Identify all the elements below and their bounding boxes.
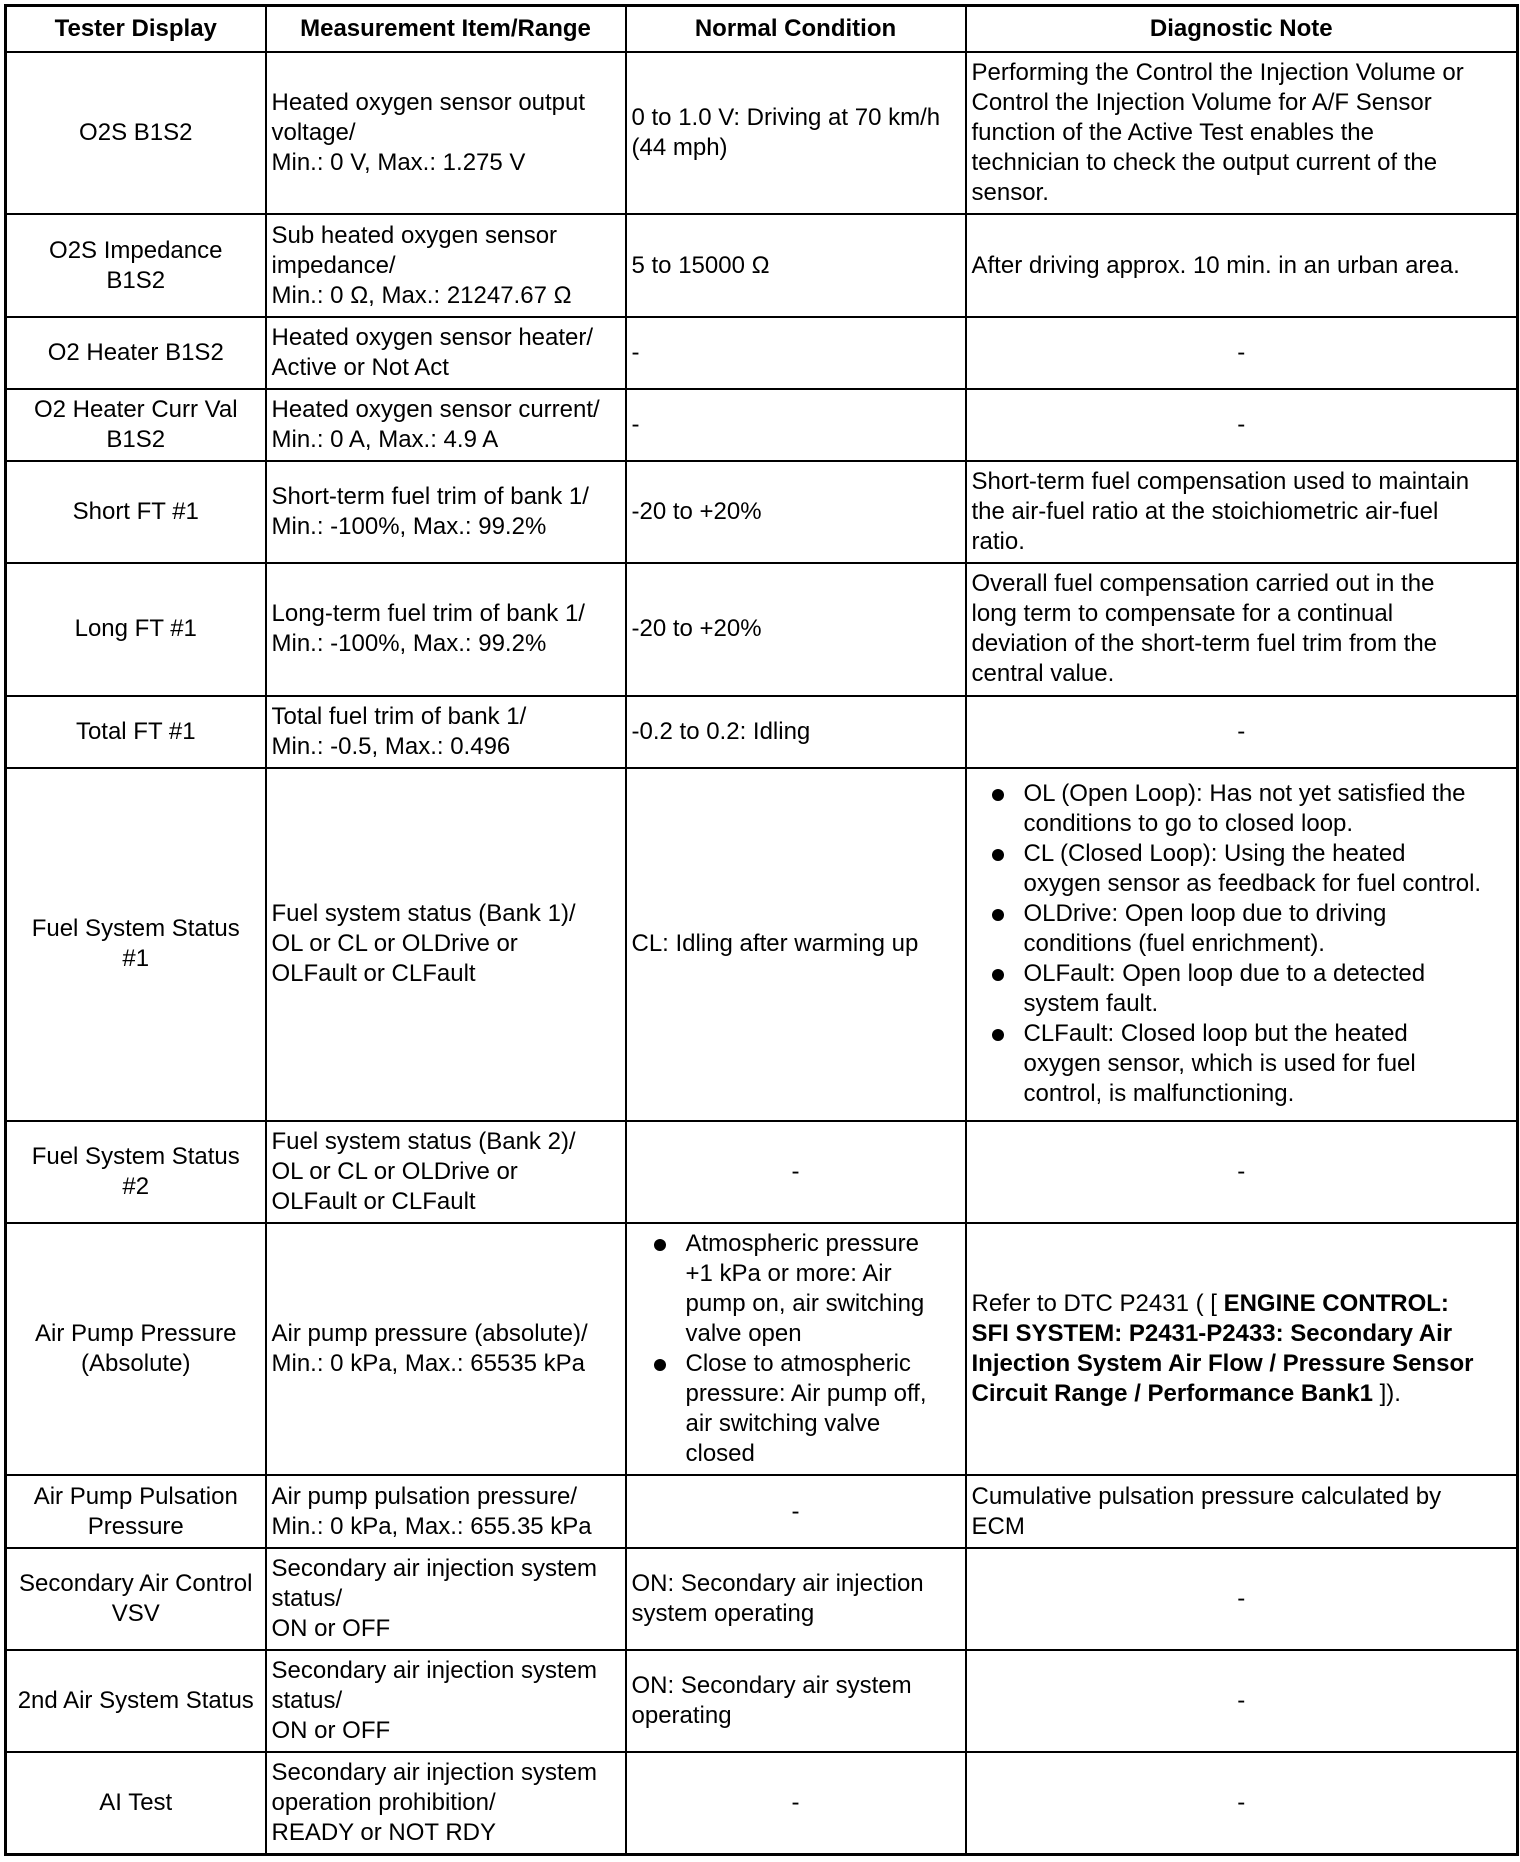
cell-text: operating bbox=[631, 1702, 732, 1730]
table-row bbox=[6, 1548, 1518, 1650]
reference-link[interactable]: ENGINE CONTROL: bbox=[1223, 1290, 1449, 1318]
cell-text: Secondary air injection system bbox=[271, 1759, 597, 1787]
cell-text: #2 bbox=[122, 1172, 150, 1200]
cell-text: - bbox=[631, 410, 640, 438]
diagnostic-note-cell bbox=[966, 214, 1518, 316]
diagnostic-note-cell bbox=[966, 461, 1518, 563]
cell-text: Long-term fuel trim of bank 1/ bbox=[271, 600, 585, 628]
cell-text: O2S Impedance bbox=[49, 236, 223, 264]
cell-text: CLFault: Closed loop but the heated bbox=[1023, 1020, 1408, 1048]
cell-text: - bbox=[1237, 338, 1246, 366]
cell-text: Heated oxygen sensor output bbox=[271, 89, 586, 117]
tester-display-cell bbox=[6, 1121, 266, 1223]
cell-text: closed bbox=[685, 1440, 755, 1468]
list-item bbox=[972, 779, 1512, 839]
diagnostic-note-cell bbox=[966, 1121, 1518, 1223]
cell-text: Short FT #1 bbox=[72, 498, 199, 526]
cell-text: Min.: 0 kPa, Max.: 65535 kPa bbox=[271, 1350, 585, 1378]
cell-text: Min.: -0.5, Max.: 0.496 bbox=[271, 732, 511, 760]
cell-text: After driving approx. 10 min. in an urban area. bbox=[971, 251, 1460, 279]
cell-text: Fuel System Status bbox=[31, 915, 240, 943]
measurement-cell bbox=[266, 389, 626, 461]
cell-text: OLDrive: Open loop due to driving bbox=[1023, 900, 1387, 928]
cell-text: VSV bbox=[111, 1599, 160, 1627]
table-row bbox=[6, 1121, 1518, 1223]
bullet-list bbox=[632, 1229, 960, 1469]
reference-link[interactable]: Injection System Air Flow / Pressure Sensor bbox=[971, 1350, 1474, 1378]
cell-text: - bbox=[791, 1789, 800, 1817]
measurement-cell bbox=[266, 1548, 626, 1650]
normal-condition-cell bbox=[626, 1650, 966, 1752]
cell-text: AI Test bbox=[99, 1789, 173, 1817]
tester-display-cell bbox=[6, 52, 266, 214]
table-row bbox=[6, 317, 1518, 389]
cell-text: ON: Secondary air system bbox=[631, 1672, 912, 1700]
normal-condition-cell bbox=[626, 696, 966, 768]
table-row bbox=[6, 768, 1518, 1121]
cell-text: Secondary Air Control bbox=[19, 1569, 253, 1597]
cell-text: - bbox=[1237, 1584, 1246, 1612]
header-measurement-item: Measurement Item/Range bbox=[266, 6, 626, 53]
cell-text: ON or OFF bbox=[271, 1614, 391, 1642]
tester-display-cell bbox=[6, 317, 266, 389]
cell-text: B1S2 bbox=[106, 266, 166, 294]
cell-text: Air pump pulsation pressure/ bbox=[271, 1482, 577, 1510]
table-row bbox=[6, 461, 1518, 563]
cell-text: CL (Closed Loop): Using the heated bbox=[1023, 840, 1406, 868]
cell-text: system fault. bbox=[1023, 990, 1159, 1018]
cell-text: +1 kPa or more: Air bbox=[685, 1260, 892, 1288]
list-item bbox=[632, 1349, 960, 1469]
cell-text: sensor. bbox=[971, 179, 1049, 207]
diagnostic-note-cell bbox=[966, 317, 1518, 389]
cell-text: control, is malfunctioning. bbox=[1023, 1080, 1295, 1108]
cell-text: Short-term fuel compensation used to maintain bbox=[971, 468, 1470, 496]
cell-text: operation prohibition/ bbox=[271, 1789, 496, 1817]
cell-text: Min.: 0 kPa, Max.: 655.35 kPa bbox=[271, 1512, 592, 1540]
cell-text: O2S B1S2 bbox=[79, 119, 193, 147]
header-row bbox=[6, 6, 1518, 53]
list-item bbox=[972, 959, 1512, 1019]
measurement-cell bbox=[266, 768, 626, 1121]
normal-condition-cell bbox=[626, 461, 966, 563]
cell-text: Secondary air injection system bbox=[271, 1657, 597, 1685]
cell-text: Refer to DTC P2431 ( [ bbox=[971, 1290, 1224, 1318]
cell-text: ECM bbox=[971, 1512, 1025, 1540]
cell-text: pump on, air switching bbox=[685, 1290, 925, 1318]
cell-text: - bbox=[1237, 410, 1246, 438]
cell-text: (44 mph) bbox=[631, 134, 728, 162]
reference-link[interactable]: SFI SYSTEM: P2431-P2433: Secondary Air bbox=[971, 1320, 1453, 1348]
measurement-cell bbox=[266, 696, 626, 768]
cell-text: ]). bbox=[1372, 1380, 1401, 1408]
cell-text: Heated oxygen sensor current/ bbox=[271, 395, 600, 423]
cell-text: OLFault or CLFault bbox=[271, 1187, 476, 1215]
cell-text: Fuel System Status bbox=[31, 1142, 240, 1170]
measurement-cell bbox=[266, 1650, 626, 1752]
reference-text bbox=[972, 1289, 1512, 1319]
cell-text: Sub heated oxygen sensor bbox=[271, 221, 558, 249]
bullet-icon bbox=[992, 789, 1004, 801]
cell-text: - bbox=[631, 338, 640, 366]
table-row bbox=[6, 563, 1518, 695]
bullet-icon bbox=[654, 1359, 666, 1371]
bullet-icon bbox=[654, 1239, 666, 1251]
cell-text: the air-fuel ratio at the stoichiometric air-fuel bbox=[971, 498, 1439, 526]
cell-text: deviation of the short-term fuel trim from the bbox=[971, 630, 1438, 658]
cell-text: Heated oxygen sensor heater/ bbox=[271, 323, 594, 351]
table-row bbox=[6, 1752, 1518, 1854]
header-normal-condition: Normal Condition bbox=[626, 6, 966, 53]
measurement-cell bbox=[266, 214, 626, 316]
measurement-cell bbox=[266, 563, 626, 695]
diagnostic-note-cell bbox=[966, 768, 1518, 1121]
data-list-table bbox=[4, 4, 1519, 1856]
cell-text: Air Pump Pressure bbox=[35, 1320, 237, 1348]
diagnostic-note-cell bbox=[966, 1752, 1518, 1854]
cell-text: 5 to 15000 Ω bbox=[631, 251, 770, 279]
cell-text: Min.: -100%, Max.: 99.2% bbox=[271, 630, 547, 658]
cell-text: OLFault or CLFault bbox=[271, 960, 476, 988]
normal-condition-cell bbox=[626, 389, 966, 461]
tester-display-cell bbox=[6, 461, 266, 563]
list-item bbox=[632, 1229, 960, 1349]
normal-condition-cell bbox=[626, 1121, 966, 1223]
diagnostic-note-cell bbox=[966, 1650, 1518, 1752]
cell-text: B1S2 bbox=[106, 425, 166, 453]
measurement-cell bbox=[266, 1121, 626, 1223]
cell-text: - bbox=[791, 1157, 800, 1185]
cell-text: Long FT #1 bbox=[74, 615, 197, 643]
cell-text: Atmospheric pressure bbox=[685, 1230, 919, 1258]
measurement-cell bbox=[266, 1475, 626, 1547]
diagnostic-note-cell bbox=[966, 1475, 1518, 1547]
tester-display-cell bbox=[6, 1548, 266, 1650]
table-row bbox=[6, 1475, 1518, 1547]
cell-text: conditions to go to closed loop. bbox=[1023, 810, 1354, 838]
cell-text: Control the Injection Volume for A/F Sensor bbox=[971, 89, 1432, 117]
cell-text: READY or NOT RDY bbox=[271, 1819, 496, 1847]
reference-link[interactable]: Circuit Range / Performance Bank1 bbox=[971, 1380, 1373, 1408]
cell-text: status/ bbox=[271, 1687, 343, 1715]
table-row bbox=[6, 52, 1518, 214]
cell-text: -20 to +20% bbox=[631, 615, 762, 643]
cell-text: ratio. bbox=[971, 528, 1025, 556]
cell-text: Min.: 0 Ω, Max.: 21247.67 Ω bbox=[271, 281, 572, 309]
cell-text: Air Pump Pulsation bbox=[33, 1482, 238, 1510]
normal-condition-cell bbox=[626, 768, 966, 1121]
normal-condition-cell bbox=[626, 1752, 966, 1854]
cell-text: - bbox=[1237, 1789, 1246, 1817]
diagnostic-note-cell bbox=[966, 696, 1518, 768]
cell-text: CL: Idling after warming up bbox=[631, 930, 919, 958]
cell-text: O2 Heater B1S2 bbox=[47, 338, 224, 366]
cell-text: #1 bbox=[122, 945, 150, 973]
normal-condition-cell bbox=[626, 1475, 966, 1547]
tester-display-cell bbox=[6, 1475, 266, 1547]
normal-condition-cell bbox=[626, 563, 966, 695]
measurement-cell bbox=[266, 52, 626, 214]
cell-text: valve open bbox=[685, 1320, 802, 1348]
tester-display-cell bbox=[6, 563, 266, 695]
measurement-cell bbox=[266, 461, 626, 563]
cell-text: system operating bbox=[631, 1599, 815, 1627]
bullet-icon bbox=[992, 849, 1004, 861]
cell-text: air switching valve bbox=[685, 1410, 881, 1438]
cell-text: -0.2 to 0.2: Idling bbox=[631, 717, 811, 745]
tester-display-cell bbox=[6, 214, 266, 316]
cell-text: central value. bbox=[971, 660, 1115, 688]
header-diagnostic-note: Diagnostic Note bbox=[966, 6, 1518, 53]
measurement-cell bbox=[266, 317, 626, 389]
cell-text: - bbox=[1237, 1157, 1246, 1185]
cell-text: Active or Not Act bbox=[271, 353, 449, 381]
tester-display-cell bbox=[6, 1650, 266, 1752]
cell-text: 0 to 1.0 V: Driving at 70 km/h bbox=[631, 104, 941, 132]
cell-text: ON: Secondary air injection bbox=[631, 1569, 924, 1597]
cell-text: OL (Open Loop): Has not yet satisfied the bbox=[1023, 780, 1466, 808]
cell-text: voltage/ bbox=[271, 119, 356, 147]
diagnostic-note-cell bbox=[966, 1223, 1518, 1476]
cell-text: OL or CL or OLDrive or bbox=[271, 930, 518, 958]
table-row bbox=[6, 696, 1518, 768]
reference-text bbox=[972, 1379, 1512, 1409]
tester-display-cell bbox=[6, 696, 266, 768]
cell-text: (Absolute) bbox=[81, 1350, 191, 1378]
cell-text: impedance/ bbox=[271, 251, 396, 279]
tester-display-cell bbox=[6, 1223, 266, 1476]
table-row bbox=[6, 389, 1518, 461]
cell-text: -20 to +20% bbox=[631, 498, 762, 526]
cell-text: pressure: Air pump off, bbox=[685, 1380, 927, 1408]
cell-text: Min.: -100%, Max.: 99.2% bbox=[271, 513, 547, 541]
cell-text: Fuel system status (Bank 2)/ bbox=[271, 1127, 576, 1155]
list-item bbox=[972, 899, 1512, 959]
list-item bbox=[972, 839, 1512, 899]
diagnostic-note-cell bbox=[966, 52, 1518, 214]
measurement-cell bbox=[266, 1223, 626, 1476]
cell-text: Secondary air injection system bbox=[271, 1554, 597, 1582]
document-page bbox=[4, 4, 1516, 1856]
normal-condition-cell bbox=[626, 317, 966, 389]
cell-text: oxygen sensor as feedback for fuel control. bbox=[1023, 870, 1482, 898]
cell-text: oxygen sensor, which is used for fuel bbox=[1023, 1050, 1416, 1078]
cell-text: - bbox=[1237, 1687, 1246, 1715]
cell-text: OL or CL or OLDrive or bbox=[271, 1157, 518, 1185]
cell-text: Close to atmospheric bbox=[685, 1350, 911, 1378]
header-tester-display: Tester Display bbox=[6, 6, 266, 53]
cell-text: Min.: 0 V, Max.: 1.275 V bbox=[271, 149, 526, 177]
normal-condition-cell bbox=[626, 1548, 966, 1650]
cell-text: Air pump pressure (absolute)/ bbox=[271, 1320, 588, 1348]
tester-display-cell bbox=[6, 768, 266, 1121]
cell-text: conditions (fuel enrichment). bbox=[1023, 930, 1325, 958]
cell-text: long term to compensate for a continual bbox=[971, 600, 1394, 628]
cell-text: technician to check the output current of the bbox=[971, 149, 1438, 177]
normal-condition-cell bbox=[626, 52, 966, 214]
bullet-list bbox=[972, 779, 1512, 1109]
cell-text: ON or OFF bbox=[271, 1717, 391, 1745]
cell-text: Overall fuel compensation carried out in the bbox=[971, 570, 1435, 598]
bullet-icon bbox=[992, 969, 1004, 981]
tester-display-cell bbox=[6, 389, 266, 461]
cell-text: Pressure bbox=[87, 1512, 184, 1540]
cell-text: - bbox=[1237, 717, 1246, 745]
cell-text: function of the Active Test enables the bbox=[971, 119, 1374, 147]
table-row bbox=[6, 1650, 1518, 1752]
diagnostic-note-cell bbox=[966, 563, 1518, 695]
measurement-cell bbox=[266, 1752, 626, 1854]
diagnostic-note-cell bbox=[966, 1548, 1518, 1650]
cell-text: Total fuel trim of bank 1/ bbox=[271, 702, 527, 730]
cell-text: OLFault: Open loop due to a detected bbox=[1023, 960, 1426, 988]
tester-display-cell bbox=[6, 1752, 266, 1854]
cell-text: Min.: 0 A, Max.: 4.9 A bbox=[271, 425, 499, 453]
table-row bbox=[6, 1223, 1518, 1476]
cell-text: O2 Heater Curr Val bbox=[33, 395, 238, 423]
table-row bbox=[6, 214, 1518, 316]
cell-text: status/ bbox=[271, 1584, 343, 1612]
cell-text: Total FT #1 bbox=[75, 717, 196, 745]
list-item bbox=[972, 1019, 1512, 1109]
bullet-icon bbox=[992, 909, 1004, 921]
cell-text: Fuel system status (Bank 1)/ bbox=[271, 900, 576, 928]
normal-condition-cell bbox=[626, 1223, 966, 1476]
cell-text: Performing the Control the Injection Volume or bbox=[971, 59, 1464, 87]
cell-text: 2nd Air System Status bbox=[17, 1687, 254, 1715]
diagnostic-note-cell bbox=[966, 389, 1518, 461]
cell-text: Cumulative pulsation pressure calculated by bbox=[971, 1482, 1442, 1510]
normal-condition-cell bbox=[626, 214, 966, 316]
bullet-icon bbox=[992, 1029, 1004, 1041]
cell-text: - bbox=[791, 1497, 800, 1525]
cell-text: Short-term fuel trim of bank 1/ bbox=[271, 483, 589, 511]
